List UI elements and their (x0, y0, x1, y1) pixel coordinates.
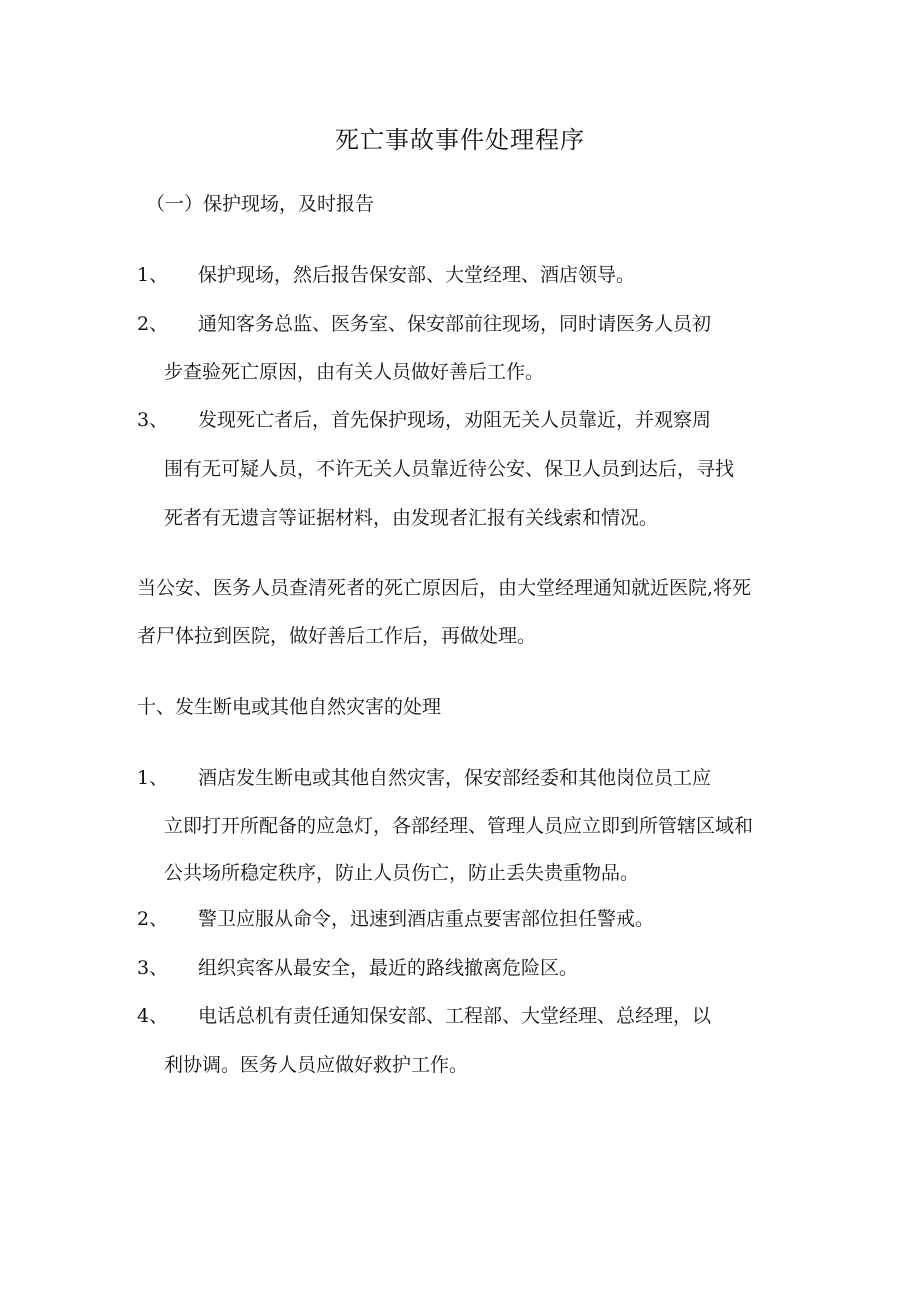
item-text: 电话总机有责任通知保安部、工程部、大堂经理、总经理，以 (198, 1005, 712, 1027)
item-number: 4、 (137, 1005, 169, 1027)
paragraph-line: 当公安、医务人员查清死者的死亡原因后，由大堂经理通知就近医院,将死 (137, 577, 752, 599)
item-text-continued: 利协调。医务人员应做好救护工作。 (164, 1054, 469, 1076)
item-text-continued: 步查验死亡原因，由有关人员做好善后工作。 (164, 361, 545, 383)
document-title: 死亡事故事件处理程序 (335, 126, 585, 154)
item-text: 组织宾客从最安全，最近的路线撤离危险区。 (198, 957, 579, 979)
item-text-continued: 公共场所稳定秩序，防止人员伤亡，防止丢失贵重物品。 (164, 862, 640, 884)
item-text-continued: 立即打开所配备的应急灯，各部经理、管理人员应立即到所管辖区域和 (164, 815, 754, 837)
section-heading-1: （一）保护现场，及时报告 (146, 193, 375, 215)
item-text-continued: 死者有无遗言等证据材料，由发现者汇报有关线索和情况。 (164, 507, 659, 529)
item-text: 警卫应服从命令，迅速到酒店重点要害部位担任警戒。 (198, 908, 655, 930)
section-heading-2: 十、发生断电或其他自然灾害的处理 (137, 696, 442, 718)
item-number: 2、 (137, 313, 169, 335)
item-text: 酒店发生断电或其他自然灾害，保安部经委和其他岗位员工应 (198, 767, 712, 789)
item-number: 3、 (137, 409, 169, 431)
item-number: 1、 (137, 264, 169, 286)
item-text: 发现死亡者后，首先保护现场，劝阻无关人员靠近，并观察周 (198, 409, 712, 431)
paragraph-line: 者尸体拉到医院，做好善后工作后，再做处理。 (137, 625, 537, 647)
item-number: 1、 (137, 767, 169, 789)
item-text: 保护现场，然后报告保安部、大堂经理、酒店领导。 (198, 264, 636, 286)
item-number: 2、 (137, 908, 169, 930)
item-number: 3、 (137, 957, 169, 979)
item-text: 通知客务总监、医务室、保安部前往现场，同时请医务人员初 (198, 313, 712, 335)
item-text-continued: 围有无可疑人员，不许无关人员靠近待公安、保卫人员到达后，寻找 (164, 458, 735, 480)
